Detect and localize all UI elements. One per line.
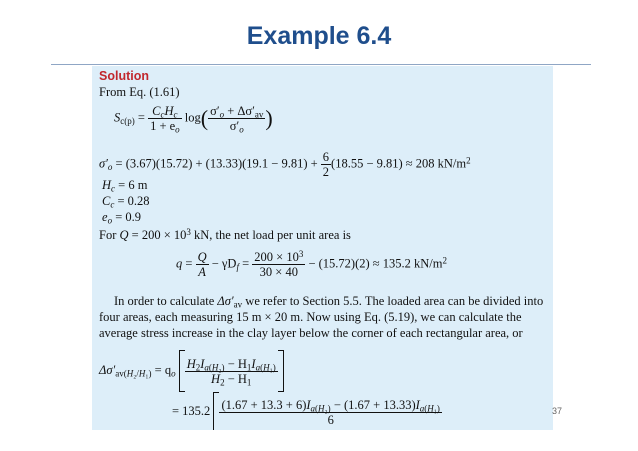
slide-title: Example 6.4	[246, 22, 392, 50]
delta-den: H	[211, 371, 221, 386]
delta-num: − H	[227, 356, 247, 371]
equation-settlement: $S_{c(p)}$ = $\frac{C_cH_c}{1 + e_o}$ log( $\frac{\sigma'_o + \Delta\sigma'_{av}}{\sigma'_o}$ )	[114, 104, 273, 135]
para-b: we refer to Section 5.5. The loaded area can be divided into	[245, 294, 544, 308]
q-frac-num: Q	[197, 250, 207, 264]
final-num-b: − (1.67 + 13.33)	[333, 397, 416, 412]
eq1-fraction: $\frac{C_cH_c}{1 + e_o}$	[150, 104, 180, 135]
solution-heading: Solution	[99, 69, 149, 83]
q-frac-den: A	[198, 265, 206, 279]
sigma-line: $\sigma'_o = (3.67)(15.72) + (13.33)(19.1 - 9.81)$ + $\frac{6}{2}$ (18.55 − 9.81) ≈ 208 $kN/m^2$	[99, 150, 471, 179]
solution-panel	[92, 66, 553, 430]
eq1-lhs: S	[114, 110, 121, 125]
title-divider	[51, 64, 591, 65]
eq1-num-c: C	[152, 104, 161, 118]
cc-line: $C_c = 0.28$	[102, 194, 150, 210]
q-frac2-den: 30 × 40	[252, 264, 305, 279]
cc-value: = 0.28	[117, 194, 150, 208]
final-lhs: = 135.2	[172, 403, 211, 418]
load-line-b: = 200 × 10	[131, 228, 187, 242]
sigma-tail: (18.55 − 9.81) ≈ 208 kN/m	[331, 156, 467, 171]
q-frac2-num: 200 × 10	[254, 250, 299, 264]
hc-value: = 6 m	[118, 178, 148, 192]
delta-eq: = q	[154, 362, 172, 377]
solution-intro: From Eq. (1.61)	[99, 85, 180, 99]
eq1-den: 1 + e	[150, 119, 176, 133]
eq1-log: log	[184, 110, 201, 125]
delta-fraction: $\frac{H_2I_{a(H_2)} - H_1I_{a(H_1)}}{H_2 - H_1}$	[186, 356, 276, 388]
paragraph-line-2: four areas, each measuring 15 m × 20 m. Now using Eq. (5.19), we can calculate the	[99, 310, 522, 324]
load-line: For $Q = 200 \times 10^3$ kN, the net load per unit area is	[99, 226, 351, 242]
q-mid: − γD	[211, 256, 237, 271]
paragraph-line-1: In order to calculate $\Delta\sigma'_{av}$ we refer to Section 5.5. The loaded area can be divided into	[114, 294, 544, 310]
sigma-line-text: = (3.67)(15.72) + (13.33)(19.1 − 9.81) +	[115, 156, 318, 171]
sigma-frac-den: 2	[322, 165, 330, 179]
eo-value: = 0.9	[115, 210, 141, 224]
delta-den-b: − H	[227, 371, 247, 386]
eq1-log-num: σ′	[210, 104, 220, 118]
final-num-a: (1.67 + 13.3 + 6)	[221, 397, 307, 412]
load-line-c: kN, the net load per unit area is	[194, 228, 351, 242]
page-number: 37	[552, 406, 563, 416]
eq1-log-fraction: $\frac{\sigma'_o + \Delta\sigma'_{av}}{\sigma'_o}$	[210, 104, 264, 135]
q-tail: − (15.72)(2) ≈ 135.2 kN/m	[308, 256, 443, 271]
equation-final	[172, 392, 442, 430]
sigma-fraction	[321, 150, 331, 179]
hc-line: $H_c = 6$ m	[102, 178, 148, 194]
q-fraction-2: $\frac{200 \times 10^3}{30 \times 40}$	[254, 248, 304, 279]
eq1-num-h: H	[164, 104, 174, 118]
eo-line: $e_o = 0.9$	[102, 210, 141, 226]
eq1-log-den: σ′	[229, 119, 240, 133]
eq1-log-num-b: + Δσ′	[227, 104, 255, 118]
eq1-lhs-sub: c(p)	[120, 116, 135, 127]
load-line-a: For	[99, 228, 117, 242]
equation-q: q = $\frac{Q}{A}$ − $\gamma D_f$ = $\frac{200 \times 10^3}{30 \times 40}$ − (15.72)(2) ≈ 135.2 $kN/m^2$	[176, 248, 448, 279]
final-den: 6	[219, 412, 442, 427]
final-fraction: $\frac{(1.67 + 13.3 + 6)I_{a(H_2)} - (1.67 + 13.33)I_{a(H_1)}}{6}$	[221, 397, 440, 427]
equation-delta-sigma: $\Delta\sigma'_{av(H_2/H_1)} = q_o$ $\frac{H_2I_{a(H_2)} - H_1I_{a(H_1)}}{H_2 - H_1}$	[99, 350, 284, 392]
paragraph-line-3: average stress increase in the clay layer below the corner of each rectangular area, or	[99, 326, 523, 340]
para-a: In order to calculate	[114, 294, 215, 308]
q-fraction	[196, 250, 209, 279]
sigma-frac-num: 6	[322, 150, 330, 164]
